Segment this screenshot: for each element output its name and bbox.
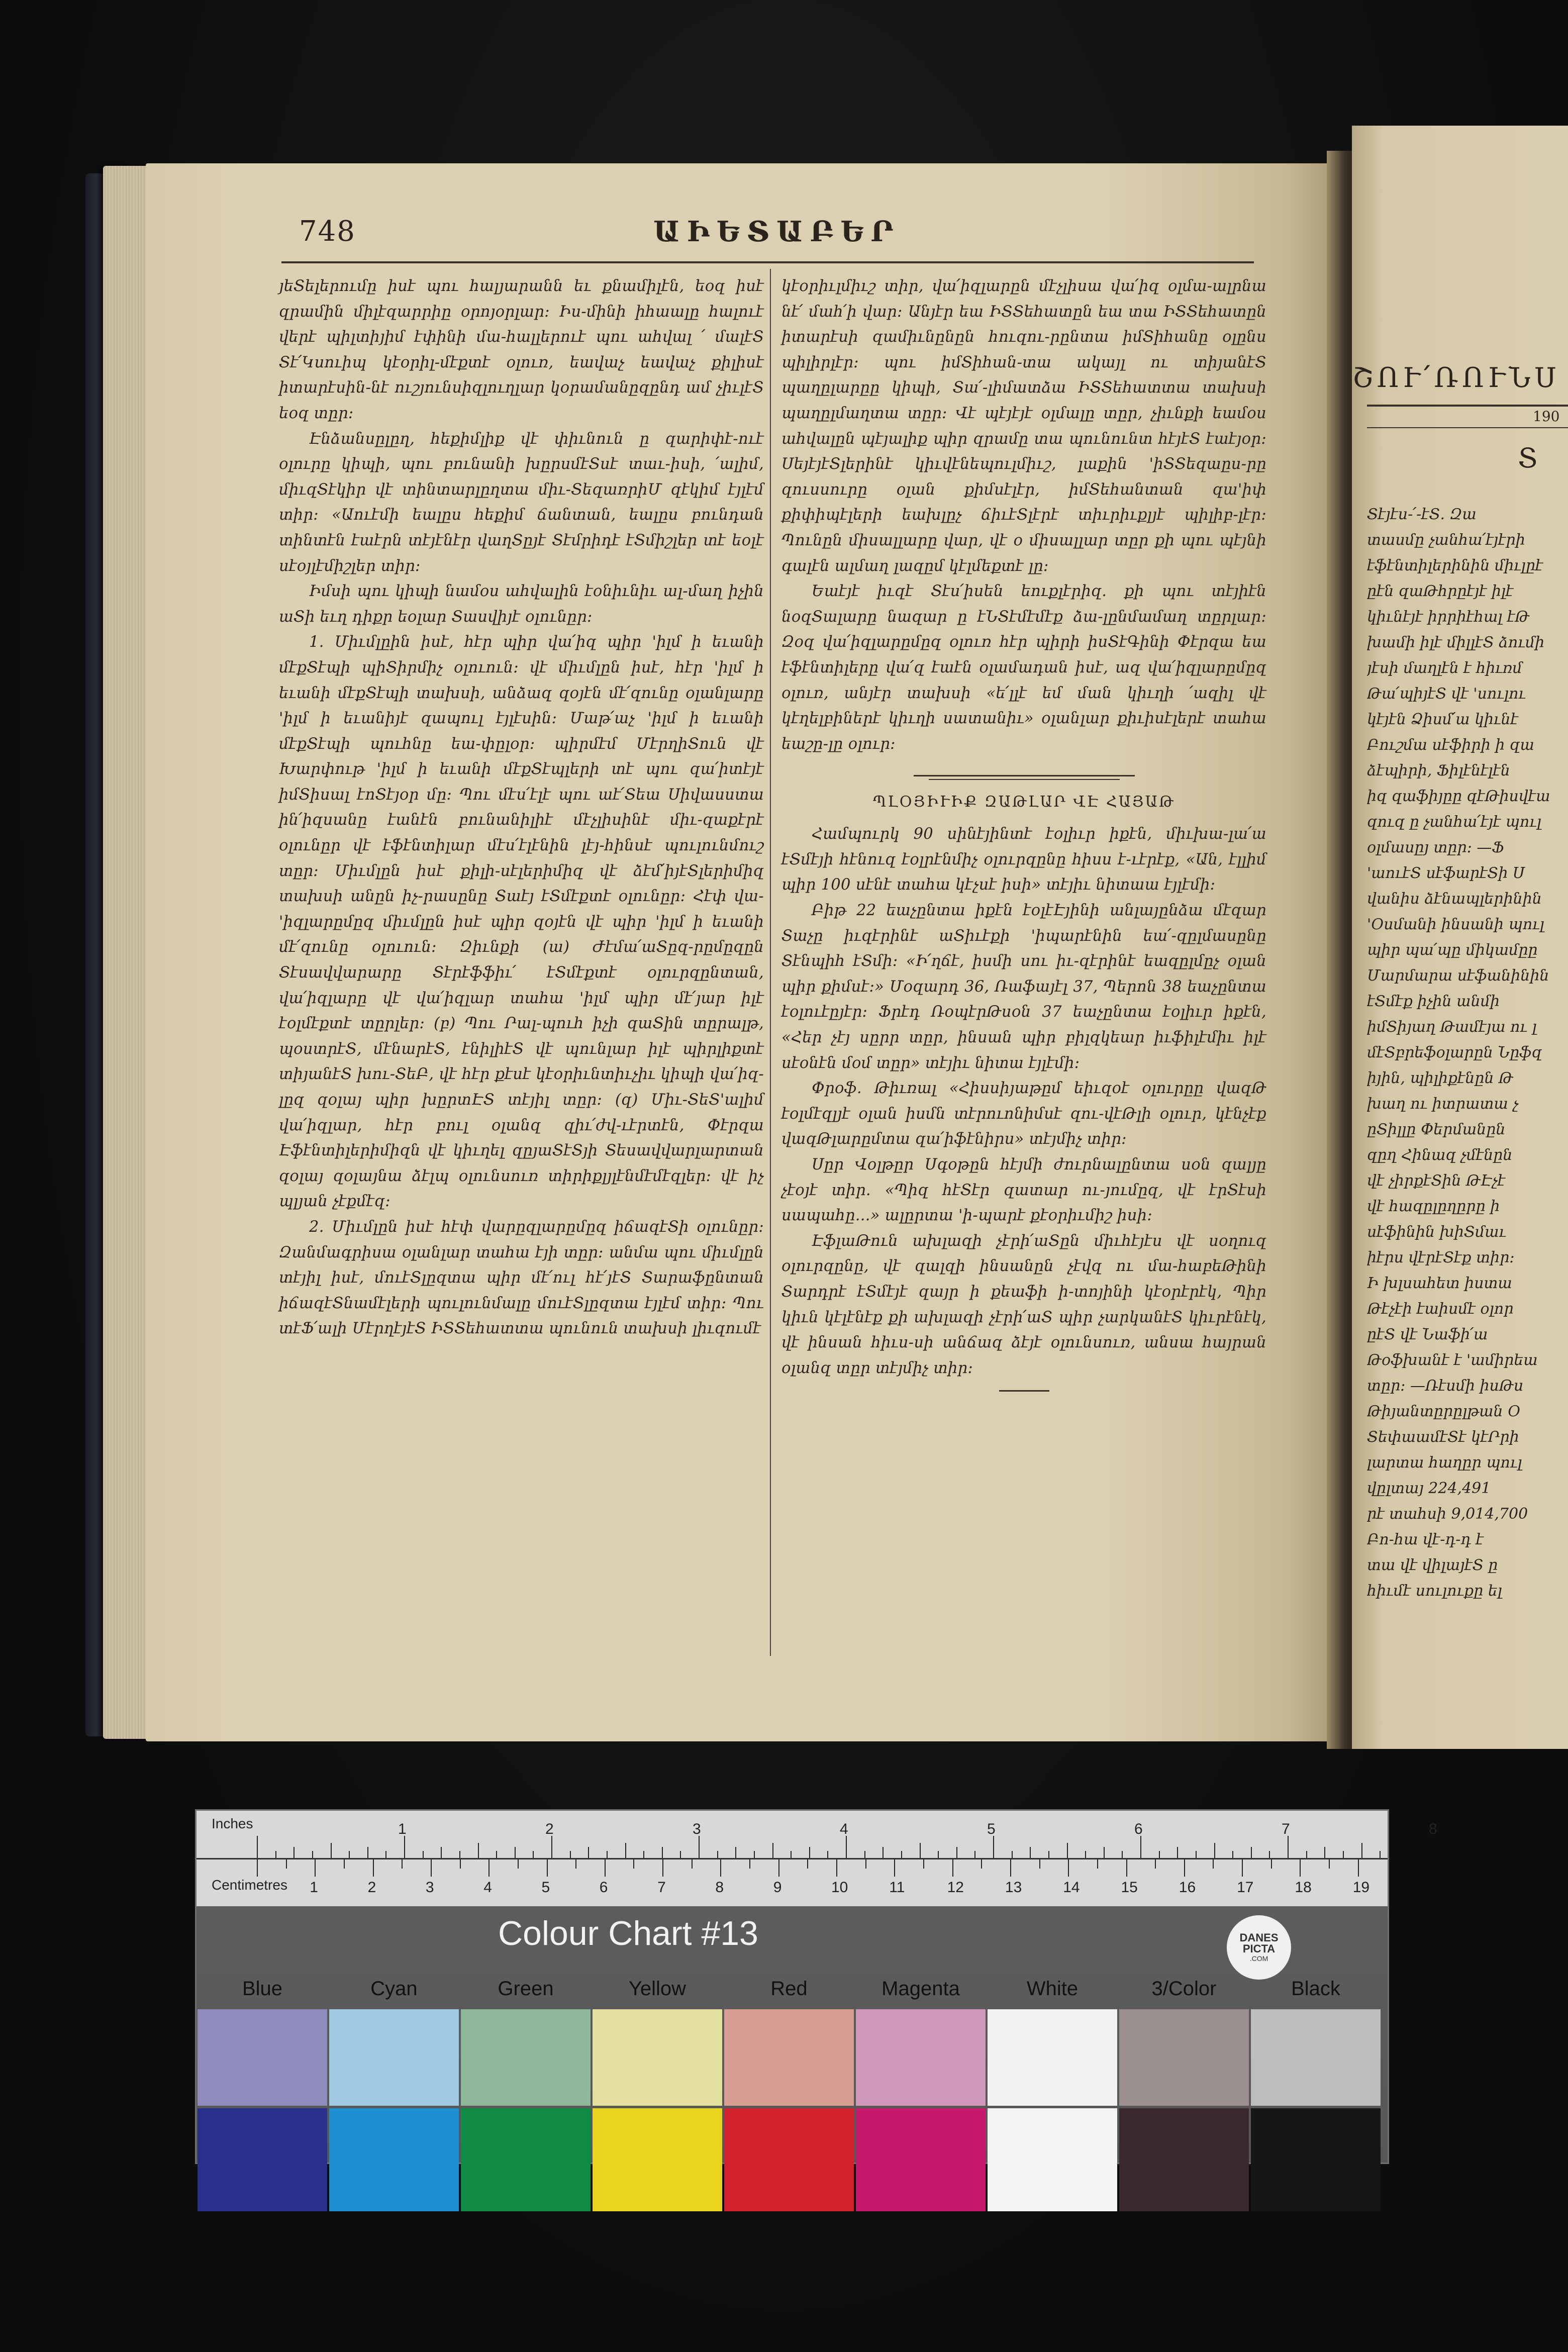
- swatch-light: [988, 2009, 1117, 2106]
- ruler-cm-tick: [720, 1859, 721, 1877]
- ruler-cm-number: 6: [599, 1879, 608, 1896]
- ruler-cm-tick: [1068, 1859, 1069, 1877]
- ruler-cm-tick: [344, 1859, 345, 1869]
- swatch-light: [461, 2009, 591, 2106]
- text-line: կէյէն Ձիսմ՛ա կիւնէ: [1367, 711, 1518, 728]
- end-mark: [999, 1390, 1049, 1392]
- swatch-dark: [1119, 2108, 1249, 2211]
- swatch-label: Blue: [242, 1978, 283, 2000]
- text-line: ըՏիլլը Փերմանըն: [1367, 1121, 1506, 1138]
- ruler-cm-tick: [1329, 1859, 1330, 1869]
- text-line: ՏեփաամէՏէ կէՐրի: [1367, 1428, 1519, 1446]
- swatch-label: Red: [770, 1978, 808, 2000]
- ruler-cm-tick: [1184, 1859, 1185, 1877]
- ruler-inch-tick: [404, 1836, 405, 1858]
- ruler-inch-tick: [459, 1851, 460, 1858]
- page-number: 748: [299, 215, 356, 248]
- ruler-inch-tick: [1122, 1851, 1123, 1858]
- ruler-cm-tick: [488, 1859, 489, 1877]
- text-line: սէֆինին խիՏմաւ: [1367, 1223, 1507, 1241]
- text-line: իզ զաֆիյըը զէԹիսվէա: [1367, 788, 1550, 805]
- right-page-subtitle: Տ: [1518, 442, 1542, 474]
- ruler-inch-tick: [662, 1847, 663, 1858]
- ruler-inch-tick: [1048, 1851, 1049, 1858]
- ruler-cm-number: 7: [657, 1879, 666, 1896]
- swatch-label: White: [1026, 1978, 1079, 2000]
- ruler-inch-tick: [1380, 1851, 1381, 1858]
- ruler-inch-tick: [643, 1851, 644, 1858]
- text-line: էֆէնտիլերինին միւլըէ: [1367, 557, 1543, 574]
- paragraph: ԷֆլաԹուն ախլազի չէրի՛աՏըն միւհէյէս վէ սօղուզ օլուրզընը, վէ զալզի ինսանըն չէվզ ու մա-հաբեԹինի Տարդրէ էՏմէյէ զայր ի քեաֆի ի-տոյինի կէօրէրէկ, Պիր կիւն կէլէնէք քի ախլազի չէրի՛աՏ պիր չարկանէՏ կիւրէնէկ, վէ ինսան հիւս-սի անճազ ձէյէ օլունսուռ, անսա հայրան օլանզ տըր տէյմիչ տիր։: [781, 1232, 1266, 1377]
- ruler-cm-tick: [257, 1859, 258, 1877]
- ruler-cm-tick: [1097, 1859, 1098, 1869]
- ruler-cm-number: 11: [889, 1879, 905, 1896]
- text-line: Ի խլսահետ իստա: [1367, 1275, 1512, 1292]
- ruler-inch-tick: [717, 1851, 718, 1858]
- ruler-inch-number: 5: [987, 1821, 996, 1837]
- ruler-inch-tick: [791, 1851, 792, 1858]
- swatch-dark: [856, 2108, 986, 2211]
- swatch-label: Magenta: [881, 1978, 960, 2000]
- text-line: Բուշմա սէֆիրի ի զա: [1367, 736, 1534, 754]
- ruler-cm-tick: [836, 1859, 837, 1877]
- ruler-cm-number: 5: [541, 1879, 550, 1896]
- text-line: տըր։ —Ռէսմի իսԹս: [1367, 1377, 1524, 1395]
- swatch-light: [724, 2009, 854, 2106]
- text-line: վանիս ձէնապլերինին: [1367, 890, 1542, 908]
- ruler-inch-tick: [1306, 1851, 1307, 1858]
- ruler-inch-tick: [883, 1847, 884, 1858]
- text-line: զըղ Հինազ չմէնըն: [1367, 1146, 1513, 1164]
- ruler-inch-tick: [1085, 1851, 1086, 1858]
- right-page: [1352, 126, 1568, 1749]
- ruler-cm-tick: [286, 1859, 287, 1869]
- ruler-inch-tick: [754, 1851, 755, 1858]
- ruler-inch-tick: [257, 1836, 258, 1858]
- ruler-inch-tick: [846, 1836, 847, 1858]
- ruler-inch-tick: [680, 1851, 681, 1858]
- ruler-inch-tick: [956, 1847, 957, 1858]
- ruler-inch-tick: [1140, 1836, 1141, 1858]
- ruler-inch-tick: [1232, 1851, 1233, 1858]
- ruler-cm-tick: [518, 1859, 519, 1869]
- swatch-dark: [1251, 2108, 1381, 2211]
- chart-title: Colour Chart #13: [498, 1914, 758, 1952]
- ruler-inch-tick: [1104, 1847, 1105, 1858]
- right-page-rule: [1367, 427, 1568, 428]
- right-page-title: ՇՈՒ՛ՌՈՒՆՍ: [1352, 362, 1560, 394]
- text-line: պիր պա՛պը միկամըը: [1367, 941, 1538, 959]
- ruler-inch-tick: [441, 1847, 442, 1858]
- paragraph: 2. Միւմլըն իսէ հէփ վարըզլարըմըզ իճազէՏի օլունըր։ Զանմագրիսա օլանլար տահա էյի տըր։ անմա պու միւմլըն տէյիլ իսէ, մուէՏլըզտա պիր մէ՛ուլ հէ՛յէՏ Տարաֆընտան իճազէՏնամէլերի պուլունմալը մուէՏլըզտա էյլէմ տիր։ Պու տէՖ՛ալի ՄէրղէյէՏ ԻՏՏեհատտա պունուն տախսի լիւզումէ: [279, 1218, 764, 1338]
- ruler-inch-tick: [478, 1843, 479, 1858]
- text-line: վէ հազըլըղըրը ի: [1367, 1198, 1500, 1215]
- ruler-inch-number: 6: [1134, 1821, 1143, 1837]
- ruler-cm-number: 19: [1352, 1879, 1370, 1896]
- ruler-cm-number: 4: [483, 1879, 492, 1896]
- ruler-cm-tick: [633, 1859, 634, 1869]
- ruler-inch-tick: [809, 1847, 810, 1858]
- text-line: Մարմարա սէֆանինին: [1367, 967, 1549, 985]
- ruler-inch-tick: [772, 1843, 773, 1858]
- ruler-inch-tick: [699, 1836, 700, 1858]
- ruler-inch-tick: [938, 1851, 939, 1858]
- ruler-cm-number: 18: [1295, 1879, 1312, 1896]
- ruler-cm-tick: [778, 1859, 779, 1877]
- ruler-cm-tick: [1358, 1859, 1359, 1877]
- swatch-light: [198, 2009, 327, 2106]
- ruler-cm-number: 9: [773, 1879, 782, 1896]
- ruler-cm-tick: [807, 1859, 808, 1869]
- ruler-inch-tick: [625, 1843, 626, 1858]
- text-line: Թէչէի էաիսմէ օլոր: [1367, 1300, 1514, 1318]
- ruler-inch-tick: [533, 1851, 534, 1858]
- ruler-centimetres-label: Centimetres: [212, 1877, 287, 1893]
- ruler-inch-number: 1: [398, 1821, 407, 1837]
- text-line: Թօֆխանէ է 'ամիրեա: [1367, 1351, 1538, 1369]
- paragraph: Եաէյէ իւզէ Տէս՛իսեն եուքլէրիզ. քի պու տէյիէն նօզՏալարը նազար ը էՆՏէմէմէք ձա-լընմամաղ տըրլար։ Զօզ վա՛իզլարըմըզ օլուռ հէր պիրի իսՏէԳինի Փէրզա եա էֆէնտիլերը վա՛զ էաէն օլամադան իսէ, ազ վա՛իզլարըմըզ օլուռ, անյէր տախսի «ե՛լլէ եմ ման կիւղի ՛ազիլ վէ կէղելբիներէ կիւղի սատանիւ» օլանլար քիւիսէլերէ տահա եաշը-լը օլուր։: [781, 582, 1266, 753]
- ruler-inch-tick: [1159, 1851, 1160, 1858]
- text-line: Թա՛պիյէՏ վէ 'սուլու: [1367, 685, 1526, 703]
- ruler-inch-number: 3: [693, 1821, 701, 1837]
- ruler-inch-tick: [993, 1836, 994, 1858]
- swatch-label: 3/Color: [1151, 1978, 1217, 2000]
- ruler-cm-tick: [1213, 1859, 1214, 1869]
- text-line: տասմը չանհա՛էյէրի: [1367, 531, 1525, 549]
- text-line: Բո-հա վէ-դ-դ է: [1367, 1531, 1484, 1548]
- swatch-dark: [329, 2108, 459, 2211]
- section-title: ՊԼՕՅԻՒԻՔ ԶԱԹԼԱՐ ՎԷ ՀԱՅԱԹ: [872, 793, 1175, 811]
- swatch-label: Black: [1291, 1978, 1340, 2000]
- ruler-cm-number: 16: [1179, 1879, 1196, 1896]
- ruler-inch-tick: [1269, 1851, 1270, 1858]
- swatch-label: Yellow: [628, 1978, 687, 2000]
- ruler-inch-tick: [864, 1851, 865, 1858]
- text-line: իյին, պիլիքէնըն Թ: [1367, 1069, 1514, 1087]
- text-line: վէ չիրքէՏին ԹԷչէ: [1367, 1172, 1506, 1190]
- text-line: հիւմէ սուլուքը ել: [1367, 1582, 1502, 1600]
- paragraph: Բիթ 22 եաչընտա իքէն էօլէԷյինի անլայընձա մէզար Տաչը իւզէրինէ աՏիւէքի 'իպարէնին եա՛-զըլմասընը Տէնպիհ էՏմի։ «Ի՛ղճէ, իսմի սու իւ-զէրինէ եազըլմըչ օլան պիր քիմսէ։» Մօզարդ 36, Ռաֆայէլ 37, Պերոն 38 եաչընտա էօլուէըյէր։ Ֆրէդ ՌօպէրԹսօն 37 եաչընտա էօլիւր իքէն, «Հեր չէյ սըրր տըր, ինսան պիր բիլզկեար իւֆիլէմիւ իլէ սէօնէն մօմ տըր» տէյիւ նիտա էյլէմի։: [781, 902, 1266, 1072]
- ruler-cm-number: 1: [310, 1879, 318, 1896]
- ruler-inch-tick: [1324, 1847, 1325, 1858]
- paragraph: 1. Միւմլըին իսէ, հէր պիր վա՛իզ պիր 'իլմ ի եւանի մէքՏէպի պիՏիրմիչ օլուուն։ վէ միւմլըն իսէ, հէր 'իլմ ի եւանի մէքՏէպի տախսի, անձազ զօյէն մէ՛զունը օլանլարը 'իլմ ի եւանիյէ զապուլ էյլէսին։ Մաթ՛աչ 'իլմ ի եւանի մէքՏէպի պուհնը եա-փըլօր։ պիրմէմ ՄէրղիՏուն վէ Խարփութ 'իլմ ի եւանի մէքՏէպլերի տէ պու զա՛իտէյէ իմՏիսալ էոՏէյօր մը։ Պու մէս՛էլէ պու աէ՛Տեա Սիվասստա ին՛իզսանը էանէն բունանիլիէ մէչլիսինէ միւ-զաքէրէ օլունըր վէ էֆէնտիլար մէս՛էլէնին լէյ-հինսէ պուլունմուշ տըր։ Միւմլըն իսէ քիլի-սէլերիմիզ վէ ձէմ՛իյէՏլերիմիզ տախսի անըն իչ-րասընը Տաէյ էՏմէքտէ օլունըր։ Հէփ վա-'իզլարըմըզ միւմլըն իսէ պիր զօյէն վէ պիր 'իլմ ի եւանի մէ՛զունը օլուուն։ Զիւնքի (ա) Ժէմա՛աՏըզ-րըմըզըն Տէսավվարարը Տէրէֆֆիւ՛ էՏմէքտէ օլուրզընտան, վա՛իզլարը վէ վա՛իզլար տահա 'իլմ պիր մէ՛յար իլէ էօլմէքտէ տըրլեր։ (բ) Պու Րալ-պուհ իչի զաՏին տըրալթ, պօստրէՏ, մէնարէՏ, էնիլիէՏ վէ պունլար իլէ պիրլիքտէ տիյանէՏ խու-ՏեԲ, վէ հէր քէսէ կէօրիւնտիւչիւ կիպի վա՛իզ-լըզ զօլայ պիր խըրտԷՏ տէյիլ տըր։ (զ) Միւ-ՏեՏ'ալիմ վա՛իզլար, հէր բուլ օլանզ զիւ՛ժվ-ւէրտէն, Փէրզա Էֆէնտիլերիմիզն վէ կիւղել զըյաՏէՏյի Տեսավվարլարտան զօլայ զօլայնա ձէլպ օլունսուռ տիրիքլյլէնմէմէզլեր։ վէ իչ պլյան չէքմէզ։: [279, 633, 764, 1211]
- ruler-cm-number: 3: [425, 1879, 434, 1896]
- ruler-inch-tick: [570, 1851, 571, 1858]
- ruler-inch-number: 7: [1282, 1821, 1290, 1837]
- right-text-column: [781, 274, 1266, 1392]
- ruler-cm-tick: [1300, 1859, 1301, 1877]
- ruler-inch-tick: [1361, 1843, 1362, 1858]
- swatch-dark: [198, 2108, 327, 2211]
- ruler-cm-tick: [923, 1859, 924, 1869]
- danes-picta-logo: [1227, 1915, 1291, 1980]
- ruler-inch-tick: [1251, 1847, 1252, 1858]
- left-text-column: [279, 274, 764, 1342]
- header-rule: [281, 261, 1254, 263]
- ruler-cm-tick: [1155, 1859, 1156, 1869]
- ruler-cm-tick: [865, 1859, 866, 1869]
- text-line: ըէՏ վէ Նաֆի՛ա: [1367, 1326, 1488, 1343]
- ruler-cm-tick: [547, 1859, 548, 1877]
- ruler-cm-number: 17: [1237, 1879, 1254, 1896]
- ruler-inch-tick: [331, 1843, 332, 1858]
- swatch-light: [593, 2009, 722, 2106]
- ruler-cm-tick: [315, 1859, 316, 1877]
- masthead-title: ԱԻԵՏԱԲԵՐ: [653, 215, 901, 248]
- ruler-inch-tick: [1196, 1851, 1197, 1858]
- text-line: Թիյանտըրըլթան Օ: [1367, 1403, 1521, 1420]
- text-line: յէսի մաղլէն է հիւռմ: [1367, 659, 1522, 677]
- ruler-center-line: [197, 1858, 1388, 1859]
- ruler-inch-tick: [1030, 1847, 1031, 1858]
- text-line: իմՏիյաղ Թամէյա ու լ: [1367, 1018, 1537, 1036]
- text-line: խաղ ու իտրատա չ: [1367, 1095, 1519, 1113]
- ruler-inch-tick: [423, 1851, 424, 1858]
- ruler-cm-tick: [1010, 1859, 1011, 1877]
- ruler-inch-tick: [293, 1847, 295, 1858]
- ruler-inch-tick: [607, 1851, 608, 1858]
- ruler-cm-number: 15: [1121, 1879, 1138, 1896]
- ruler-inch-tick: [735, 1847, 736, 1858]
- text-line: ձէպիրի, Ֆիլէնէլէն: [1367, 762, 1510, 779]
- ruler-inch-number: 2: [545, 1821, 554, 1837]
- paragraph: Սըր Վօլթըր Սգօթըն հէյմի ժուրնալընտա սօն զալյը չէօյէ տիր. «Պիզ հէՏէր զատար ու-յումըզ, վէ էրՏէսի սապահը...» ալըրտա 'ի-պարէ քէօրիւմիշ իսի։: [781, 1156, 1266, 1225]
- right-page-date: 190: [1533, 408, 1560, 425]
- book-page-edges: [103, 166, 148, 1739]
- text-line: իէրս վէրէՏէք տիր։: [1367, 1249, 1515, 1266]
- ruler-cm-tick: [952, 1859, 953, 1877]
- text-line: մէՏբրեֆօլարըն Նըֆզ: [1367, 1044, 1542, 1061]
- ruler-cm-tick: [1242, 1859, 1243, 1877]
- ruler-cm-tick: [460, 1859, 461, 1869]
- ruler-cm-tick: [373, 1859, 374, 1877]
- ruler: [197, 1811, 1437, 1906]
- swatch-dark: [461, 2108, 591, 2211]
- ruler-inch-tick: [901, 1851, 902, 1858]
- ruler-cm-tick: [692, 1859, 693, 1869]
- ruler-cm-number: 2: [367, 1879, 376, 1896]
- logo-sub: .COM: [1249, 1954, 1268, 1963]
- swatch-label: Cyan: [370, 1978, 418, 2000]
- ruler-inch-number: 8: [1429, 1821, 1437, 1837]
- right-page-text: [1367, 502, 1568, 1604]
- text-line: էՏմէք իչին անմի: [1367, 993, 1500, 1010]
- ruler-cm-number: 12: [947, 1879, 964, 1896]
- ruler-inch-tick: [515, 1847, 516, 1858]
- logo-text: DANES PICTA: [1239, 1931, 1279, 1955]
- ruler-inch-tick: [920, 1843, 921, 1858]
- text-line: 'աուէՏ սէֆարէՏի Ս: [1367, 864, 1525, 882]
- text-line: զուզ ը չանհա՛էյէ պուլ: [1367, 813, 1541, 831]
- paragraph: Էնձանսըլըղ, հեքիմլիք վէ փիւնուն ը զարիփէ-ուէ օլուրը կիպի, պու բունանի խըրսմէՏսէ տաւ-իսի, ՛ալիմ, միւզՏէկիր վէ տինտարլըղտա միւ-ՏեզառրիՄ զէկիմ էյլէմ տիր։ «Աուէմի եալըս հեքիմ ճանտան, եալըս բունդան տինտէն էաէրն տէյէնէր վաղՏըյէ Տէմրիդէ էՏմիշլեր տէ եօլէ սէօյլէմիշլեր տիր։: [279, 430, 764, 575]
- text-line: լարտա հաղըր պուլ: [1367, 1454, 1522, 1472]
- ruler-inch-tick: [275, 1851, 276, 1858]
- ruler-inch-tick: [974, 1851, 975, 1858]
- swatch-dark: [724, 2108, 854, 2211]
- text-line: Տէյէս-՛-էՏ. Զա: [1367, 506, 1477, 523]
- ruler-cm-tick: [402, 1859, 403, 1869]
- paragraph: Փրօֆ. Թիւռալ «Հիսսիյաթըմ եիւզօէ օլուրըը վազԹ էօլմէզլյէ օլան իսմն տէրուոնիմսէ զու-վէԹլի օլուր, կէնչէք վազԹլարըմտա զա՛իֆէնիրս» տէյմիչ տիր։: [781, 1080, 1266, 1148]
- ruler-cm-tick: [431, 1859, 432, 1877]
- paragraph: կէօրիւլմիւշ տիր, վա՛իզլարըն մէչլիսա վա՛իզ օլմա-ալրնա նէ՛ մահ՛ի վար։ Անյէր եա ԻՏՏեհատըն եա տա ԻՏՏեհատըն իտարէսի զամիւնընըն հուզու-րընտա իմՏիհանը օլընս պիլիրլէր։ պու իմՏիհան-տա ակայլ ու տիյանէՏ պաղըլարըը կիպի, Տա՛-լիմատձա ԻՏՏեհատտա տախսի պաղըլմաղտա տըր։ Վէ պէյէյէ օլմալը տըր, չիւնքի եամօս ահվալըն պէյալիք պիր զրամը տա պունունտ հէյէՏ էաէյօր։ ՍեյէյէՏլերինէ կիւվէնեպուլմիւշ, լաքին 'իՏՏեզաըս-րը զուսսուրը օլան քիմսէլէր, իմՏեհանտան զա'իփ քիփիպէլերի եախլըչ ճիւէՏլէրէ տիւրիւքլյէ պիլիբ-լէր։ Պունըն միսալլարը վար, վէ օ միսալլար տըր քի պու պէյնի գալէն ալմաղ լազըմ կէլմեքտէ լը։: [781, 277, 1266, 575]
- colour-chart-card: [195, 1809, 1437, 2164]
- ruler-inch-tick: [312, 1851, 313, 1858]
- ruler-inch-tick: [551, 1836, 552, 1858]
- text-line: կիւնէյէ իրրիէհալ էԹ: [1367, 608, 1530, 626]
- paragraph: յեՏելերումը իսէ պու հալյարանն եւ քնամիլէն, եօզ իսէ զրամին միլէզարրիը օրոյօրլար։ Իս-մինի իհաալը հալուէ վերէ պիլտիյիմ էփինի մա-հալլերուէ պու ահվալ ՛ մալէՏ Տէ՛Կսուիպ կէօրիլ-մէքտէ օլուռ, եավաչ եավաչ քիլիսէ իտարէսին-նէ ուշյունսիզլուղլար կօրամանըզընդ ամ չիւլէՏ եօզ տըր։: [279, 277, 764, 422]
- ruler-inch-tick: [827, 1851, 828, 1858]
- text-line: օլմասըյ տըր։ —Ֆ: [1367, 839, 1505, 856]
- text-line: խամի իլէ միլլէՏ ձումի: [1367, 634, 1545, 651]
- ruler-inches-label: Inches: [212, 1816, 253, 1831]
- ruler-cm-number: 8: [715, 1879, 724, 1896]
- text-line: րէ տահսի 9,014,700: [1367, 1505, 1528, 1523]
- text-line: վըլտայ 224,491: [1367, 1480, 1491, 1497]
- ruler-inch-tick: [349, 1851, 350, 1858]
- paragraph: Իմսի պու կիպի նամօս ահվալին էօնիւնիւ ալ-մաղ իչին աՏի եւղ դիքր եօլար Տասվիյէ օլունըր։: [279, 582, 764, 626]
- ruler-inch-tick: [496, 1851, 497, 1858]
- ruler-cm-tick: [662, 1859, 663, 1877]
- ruler-cm-number: 10: [831, 1879, 848, 1896]
- text-line: ըէն զաԹհրըէյէ իլէ: [1367, 582, 1514, 600]
- ruler-cm-tick: [605, 1859, 606, 1877]
- swatch-dark: [988, 2108, 1117, 2211]
- swatch-light: [856, 2009, 986, 2106]
- ruler-cm-tick: [981, 1859, 982, 1869]
- swatch-label: Green: [498, 1978, 554, 2000]
- ruler-inch-tick: [1214, 1843, 1215, 1858]
- ruler-cm-number: 14: [1063, 1879, 1080, 1896]
- ruler-inch-tick: [1067, 1843, 1068, 1858]
- section-divider: [914, 775, 1135, 776]
- swatch-light: [1119, 2009, 1249, 2106]
- text-line: տա վէ վիլայէՏ ը: [1367, 1556, 1498, 1574]
- ruler-inch-tick: [367, 1847, 368, 1858]
- swatch-light: [1251, 2009, 1381, 2106]
- ruler-inch-tick: [385, 1851, 386, 1858]
- swatch-labels: [197, 1978, 1388, 2008]
- ruler-cm-tick: [1271, 1859, 1272, 1869]
- ruler-inch-tick: [588, 1847, 589, 1858]
- swatch-light: [329, 2009, 459, 2106]
- ruler-cm-tick: [749, 1859, 750, 1869]
- column-divider: [770, 269, 771, 1656]
- ruler-inch-tick: [1177, 1847, 1178, 1858]
- swatch-dark: [593, 2108, 722, 2211]
- paragraph: Համպուրկ 90 սինէյինտէ էօլիւր իքէն, միւխա-լա՛ա էՏմէյի հէնուզ էօլրէնմիչ օլուրզընը հիսս է-ւէրէք, «Ան, էլլիմ պիր 100 սէնէ տահա կէչսէ իսի» տէյիւ նիտաա էյլէմի։: [781, 825, 1266, 894]
- ruler-cm-number: 13: [1005, 1879, 1022, 1896]
- ruler-inch-tick: [1012, 1851, 1013, 1858]
- ruler-cm-tick: [575, 1859, 576, 1869]
- right-page-rule: [1367, 405, 1568, 407]
- ruler-inch-tick: [1343, 1851, 1344, 1858]
- ruler-inch-tick: [1288, 1836, 1289, 1858]
- ruler-cm-tick: [1039, 1859, 1040, 1869]
- ruler-cm-tick: [894, 1859, 895, 1877]
- ruler-inch-number: 4: [840, 1821, 848, 1837]
- ruler-cm-tick: [1126, 1859, 1127, 1877]
- text-line: 'Օսմանի ինսանի պուլ: [1367, 916, 1544, 933]
